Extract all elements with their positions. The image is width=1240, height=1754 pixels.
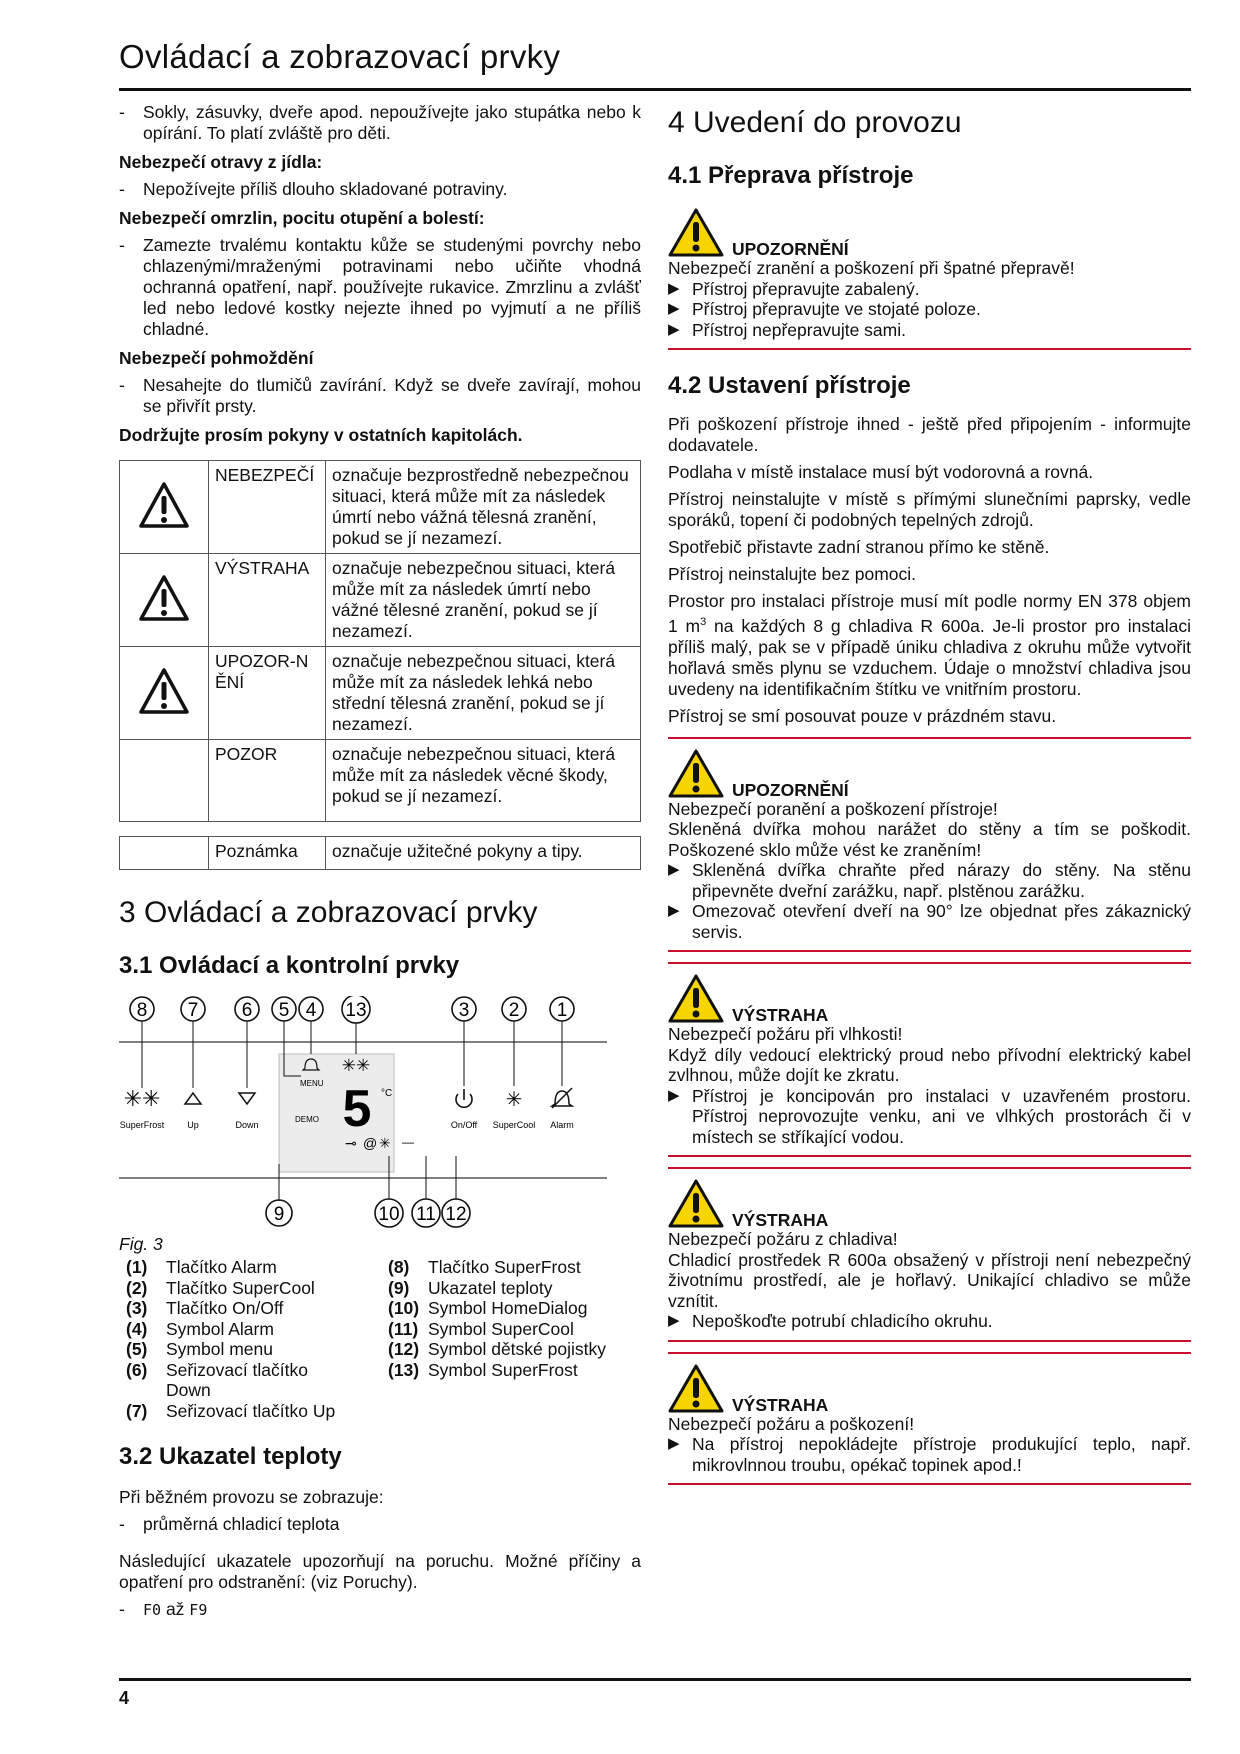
list-item: ▶ Skleněná dvířka chraňte před nárazy do stěny. Na stěnu připevněte dveřní zarážku, např. plstěnou zarážku.: [668, 860, 1191, 901]
warning-triangle-icon: [668, 208, 724, 258]
left-column: - Sokly, zásuvky, dveře apod. nepoužívejte jako stupátka nebo k opírání. To platí zvláště pro děti. Nebezpečí otravy z jídla: - Nepožívejte příliš dlouho skladované potraviny. Nebezpečí omrzlin, pocitu otupění a bolestí: - Zamezte trvalému kontaktu kůže se studenými povrchy nebo chlazenými/mraženými potravinami nebo učiňte vhodná ochranná opatření, např. používejte rukavice. Zmrzlinu a zvlášť led nebo ledové kostky nejezte ihned po vyjmutí a ne příliš chladné. Nebezpečí pohmoždění - Nesahejte do tlumičů zavírání. Když se dveře zavírají, mohou se přivřít prsty. Dodržujte prosím pokyny v ostatních kapitolách. NEBEZPEČÍ označuje bezprostředně nebezpečnou situaci, která může mít za následek úmrtí nebo vážná tělesná zranění, pokud se jí nezamezí. VÝSTRAHA označuje nebezpečnou situaci, která může mít za následek úmrtí nebo vážné tělesné zranění, pokud se jí nezamezí. UPOZOR-NĚNÍ označuje nebezpečnou situaci, která může mít za následek lehká nebo střední tělesná zranění, pokud se jí nezamezí. POZOR označuje nebezpečnou situaci, která může mít za následek věcné škody, pokud se jí nezamezí. Poznámka označuje užitečné pokyny a tipy. 3 Ovládací a zobrazovací prvky 3.1 Ovládací a kontrolní prvky 8 7 6 5 4 13 3 2 1 ✳✳ SuperFrost Up Down MENU ✳✳ 5 °C DEMO ⊸ @ ✳ — On/Off ✳ SuperCool Alarm 9 10 11 12 Fig. 3 (1) Tlačítko Alarm (2) Tlačítko SuperCool (3) Tlačítko On/Off (4) Symbol Alarm (5) Symbol menu (6) Seřizovací tlačítko Down (7) Seřizovací tlačítko Up (8) Tlačítko SuperFrost (9) Ukazatel teploty (10) Symbol HomeDialog (11) Symbol SuperCool (12) Symbol dětské pojistky (13) Symbol SuperFrost 3.2 Ukazatel teploty Při běžném provozu se zobrazuje: - průměrná chladicí teplota Následující ukazatele upozorňují na poruchu. Možné příčiny a opatření pro odstranění: (viz Poruchy). - F0 až F9: [119, 102, 641, 1619]
callout-11: [412, 1156, 440, 1227]
warning-triangle-icon: [120, 461, 209, 554]
warning-triangle-icon: [668, 749, 724, 799]
callout-4: [299, 997, 323, 1054]
list-item: (5) Symbol menu: [126, 1339, 273, 1359]
subsection-heading: 4.1 Přeprava přístroje: [668, 162, 914, 189]
svg-text:2: 2: [508, 1000, 520, 1021]
list-item: (8) Tlačítko SuperFrost: [388, 1257, 581, 1277]
subsection-heading: 4.2 Ustavení přístroje: [668, 372, 911, 399]
list-item: ▶ Přístroj je koncipován pro instalaci v uzavřeném prostoru. Přístroj neprovozujte venku, ani ve vlhkých prostorách či v místech se stříkající vodou.: [668, 1085, 1191, 1147]
down-button[interactable]: [235, 1093, 258, 1130]
list-item: (13) Symbol SuperFrost: [388, 1359, 578, 1380]
superfrost-symbol-icon: ✳✳: [341, 1056, 371, 1075]
svg-text:SuperFrost: SuperFrost: [119, 1120, 165, 1130]
section-heading: 3 Ovládací a zobrazovací prvky: [119, 896, 538, 929]
menu-symbol: MENU: [300, 1079, 324, 1088]
warning-box: VÝSTRAHA Nebezpečí požáru při vlhkosti! Když díly vedoucí elektrický proud nebo přívodní elektrický kabel zvlhnou, může dojít ke zkratu. ▶ Přístroj je koncipován pro instalaci v uzavřeném prostoru. Přístroj neprovozujte venku, ani ve vlhkých prostorách či v místech se stříkající vodou.: [668, 962, 1191, 1157]
subheading: Nebezpečí pohmoždění: [119, 348, 314, 368]
figure-caption: Fig. 3: [119, 1234, 163, 1254]
footer-divider: [119, 1678, 1191, 1681]
svg-text:1: 1: [556, 1000, 568, 1021]
list-item: (6) Seřizovací tlačítko Down: [126, 1359, 308, 1400]
up-button[interactable]: [185, 1093, 201, 1130]
svg-text:✳✳: ✳✳: [123, 1086, 161, 1111]
list-item: (2) Tlačítko SuperCool: [126, 1277, 315, 1298]
svg-text:7: 7: [187, 1000, 199, 1021]
figure-legend: [119, 1257, 641, 1421]
svg-text:Up: Up: [187, 1120, 199, 1130]
callout-13: [342, 996, 370, 1054]
list-item: - F0 až F9: [119, 1599, 208, 1619]
svg-text:13: 13: [345, 1000, 367, 1021]
list-item: (12) Symbol dětské pojistky: [388, 1339, 606, 1359]
callout-9: [266, 1164, 292, 1226]
subsection-heading: 3.1 Ovládací a kontrolní prvky: [119, 952, 460, 979]
list-item: - Nepožívejte příliš dlouho skladované potraviny.: [119, 179, 508, 199]
child-lock-symbol-icon: ⊸: [345, 1135, 357, 1151]
temperature-display: 5: [342, 1080, 372, 1138]
list-item: - Sokly, zásuvky, dveře apod. nepoužívejte jako stupátka nebo k opírání. To platí zvláště pro děti.: [119, 102, 641, 143]
list-item: (3) Tlačítko On/Off: [126, 1298, 284, 1318]
table-row: UPOZOR-NĚNÍ označuje nebezpečnou situaci, která může mít za následek lehká nebo střední tělesná zranění, pokud se jí nezamezí.: [120, 647, 641, 740]
list-item: ▶ Přístroj přepravujte zabalený.: [668, 278, 920, 299]
page-header: [119, 38, 1191, 91]
right-column: 4 Uvedení do provozu 4.1 Přeprava přístroje UPOZORNĚNÍ Nebezpečí zranění a poškození při špatné přepravě! ▶ Přístroj přepravujte zabalený. ▶ Přístroj přepravujte ve stojaté poloze. ▶ Přístroj nepřepravujte sami. 4.2 Ustavení přístroje Při poškození přístroje ihned - ještě před připojením - informujte dodavatele. Podlaha v místě instalace musí být vodorovná a rovná. Přístroj neinstalujte v místě s přímými slunečními paprsky, vedle sporáků, topení či podobných tepelných zdrojů. Spotřebič přistavte zadní stranou přímo ke stěně. Přístroj neinstalujte bez pomoci. Prostor pro instalaci přístroje musí mít podle normy EN 378 objem 1 $m^3$ na každých 8 g chladiva R 600a. Je-li prostor pro instalaci příliš malý, pak se v případě úniku chladiva z okruhu může vytvořit hořlavá směs plynu se vzduchem. Údaje o množství chladiva jsou uvedeny na identifikačním štítku ve vnitřním prostoru. Přístroj se smí posouvat pouze v prázdném stavu. UPOZORNĚNÍ Nebezpečí poranění a poškození přístroje! Skleněná dvířka mohou narážet do stěny a tím se poškodit. Poškozené sklo může vést ke zraněním! ▶ Skleněná dvířka chraňte před nárazy do stěny. Na stěnu připevněte dveřní zarážku, např. plstěnou zarážku. ▶ Omezovač otevření dveří na 90° lze objednat přes zákaznický servis. VÝSTRAHA Nebezpečí požáru při vlhkosti! Když díly vedoucí elektrický proud nebo přívodní elektrický kabel zvlhnou, může dojít ke zkratu. ▶ Přístroj je koncipován pro instalaci v uzavřeném prostoru. Přístroj neprovozujte venku, ani ve vlhkých prostorách či v místech se stříkající vodou. VÝSTRAHA Nebezpečí požáru z chladiva! Chladicí prostředek R 600a obsažený v přístroji není nebezpečný životnímu prostředí, ale je hořlavý. Unikající chladivo se může vznítit. ▶ Nepoškoďte potrubí chladicího okruhu. VÝSTRAHA Nebezpečí požáru a poškození! ▶ Na přístroj nepokládejte přístroje produkující teplo, např. mikrovlnnou troubu, opékač topinek apod.!: [668, 102, 1191, 1485]
svg-text:°C: °C: [381, 1088, 393, 1099]
callout-12: [442, 1156, 470, 1227]
table-row: POZOR označuje nebezpečnou situaci, která může mít za následek věcné škody, pokud se jí nezamezí.: [120, 740, 641, 822]
svg-text:3: 3: [458, 1000, 470, 1021]
svg-text:Down: Down: [235, 1120, 259, 1130]
list-item: ▶ Na přístroj nepokládejte přístroje produkující teplo, např. mikrovlnnou troubu, opékač topinek apod.!: [668, 1434, 1191, 1475]
svg-text:Alarm: Alarm: [550, 1120, 574, 1130]
svg-text:✳: ✳: [505, 1089, 523, 1111]
homedialog-symbol-icon: @: [363, 1135, 378, 1151]
supercool-symbol-icon: ✳: [379, 1135, 391, 1151]
warning-box: UPOZORNĚNÍ Nebezpečí poranění a poškození přístroje! Skleněná dvířka mohou narážet do stěny a tím se poškodit. Poškozené sklo může vést ke zraněním! ▶ Skleněná dvířka chraňte před nárazy do stěny. Na stěnu připevněte dveřní zarážku, např. plstěnou zarážku. ▶ Omezovač otevření dveří na 90° lze objednat přes zákaznický servis.: [668, 737, 1191, 953]
section-heading: 4 Uvedení do provozu: [668, 106, 962, 139]
list-item: (7) Seřizovací tlačítko Up: [126, 1400, 336, 1421]
superfrost-button[interactable]: [120, 1086, 165, 1130]
warning-triangle-icon: [668, 1364, 724, 1414]
list-item: - Zamezte trvalému kontaktu kůže se studenými povrchy nebo chlazenými/mraženými potravinami nebo učiňte vhodná ochranná opatření, např. používejte rukavice. Zmrzlinu a zvlášť led nebo ledové kostky nejezte ihned po vyjmutí a ne příliš chladné.: [119, 235, 641, 339]
svg-text:9: 9: [273, 1204, 285, 1225]
warning-box: VÝSTRAHA Nebezpečí požáru z chladiva! Chladicí prostředek R 600a obsažený v přístroji není nebezpečný životnímu prostředí, ale je hořlavý. Unikající chladivo se může vznítit. ▶ Nepoškoďte potrubí chladicího okruhu.: [668, 1167, 1191, 1342]
page-number: 4: [119, 1688, 130, 1708]
svg-text:5: 5: [278, 1000, 290, 1021]
svg-text:6: 6: [241, 1000, 253, 1021]
subheading: Nebezpečí otravy z jídla:: [119, 152, 323, 172]
warning-triangle-icon: [120, 554, 209, 647]
svg-text:SuperCool: SuperCool: [492, 1120, 536, 1130]
table-row: VÝSTRAHA označuje nebezpečnou situaci, která může mít za následek úmrtí nebo vážné tělesné zranění, pokud se jí nezamezí.: [120, 554, 641, 647]
subheading: Dodržujte prosím pokyny v ostatních kapitolách.: [119, 425, 523, 445]
warning-triangle-icon: [668, 1179, 724, 1229]
list-item: - průměrná chladicí teplota: [119, 1514, 340, 1534]
svg-text:8: 8: [136, 1000, 148, 1021]
list-item: ▶ Omezovač otevření dveří na 90° lze objednat přes zákaznický servis.: [668, 901, 1191, 942]
demo-symbol: DEMO: [295, 1115, 319, 1124]
note-table: [119, 836, 641, 870]
list-item: (4) Symbol Alarm: [126, 1318, 274, 1339]
svg-text:10: 10: [378, 1204, 400, 1225]
warning-triangle-icon: [120, 647, 209, 740]
supercool-button[interactable]: [493, 1089, 536, 1130]
list-item: (11) Symbol SuperCool: [388, 1318, 574, 1339]
subheading: Nebezpečí omrzlin, pocitu otupění a bolestí:: [119, 208, 485, 228]
list-item: (10) Symbol HomeDialog: [388, 1298, 588, 1318]
list-item: - Nesahejte do tlumičů zavírání. Když se dveře zavírají, mohou se přivřít prsty.: [119, 375, 641, 416]
warning-box: UPOZORNĚNÍ Nebezpečí zranění a poškození při špatné přepravě! ▶ Přístroj přepravujte zabalený. ▶ Přístroj přepravujte ve stojaté poloze. ▶ Přístroj nepřepravujte sami.: [668, 198, 1191, 350]
onoff-button[interactable]: [451, 1089, 478, 1130]
signal-word-table: [119, 460, 641, 822]
svg-text:—: —: [402, 1135, 414, 1149]
svg-text:4: 4: [305, 1000, 317, 1021]
list-item: ▶ Přístroj přepravujte ve stojaté poloze.: [668, 299, 981, 319]
alarm-button[interactable]: [550, 1088, 574, 1130]
subsection-heading: 3.2 Ukazatel teploty: [119, 1443, 342, 1470]
svg-text:On/Off: On/Off: [450, 1120, 478, 1130]
svg-text:11: 11: [416, 1204, 436, 1225]
warning-triangle-icon: [668, 974, 724, 1024]
control-panel-figure: [119, 996, 641, 1228]
list-item: (9) Ukazatel teploty: [388, 1277, 553, 1298]
page-title: Ovládací a zobrazovací prvky: [119, 38, 561, 75]
list-item: (1) Tlačítko Alarm: [126, 1257, 277, 1277]
table-row: NEBEZPEČÍ označuje bezprostředně nebezpečnou situaci, která může mít za následek úmrtí nebo vážná tělesná zranění, pokud se jí nezamezí.: [120, 461, 641, 554]
table-row: Poznámka označuje užitečné pokyny a tipy.: [120, 837, 641, 870]
warning-box: VÝSTRAHA Nebezpečí požáru a poškození! ▶ Na přístroj nepokládejte přístroje produkující teplo, např. mikrovlnnou troubu, opékač topinek apod.!: [668, 1352, 1191, 1486]
list-item: ▶ Nepoškoďte potrubí chladicího okruhu.: [668, 1311, 993, 1332]
list-item: ▶ Přístroj nepřepravujte sami.: [668, 319, 906, 340]
svg-text:12: 12: [445, 1204, 467, 1225]
